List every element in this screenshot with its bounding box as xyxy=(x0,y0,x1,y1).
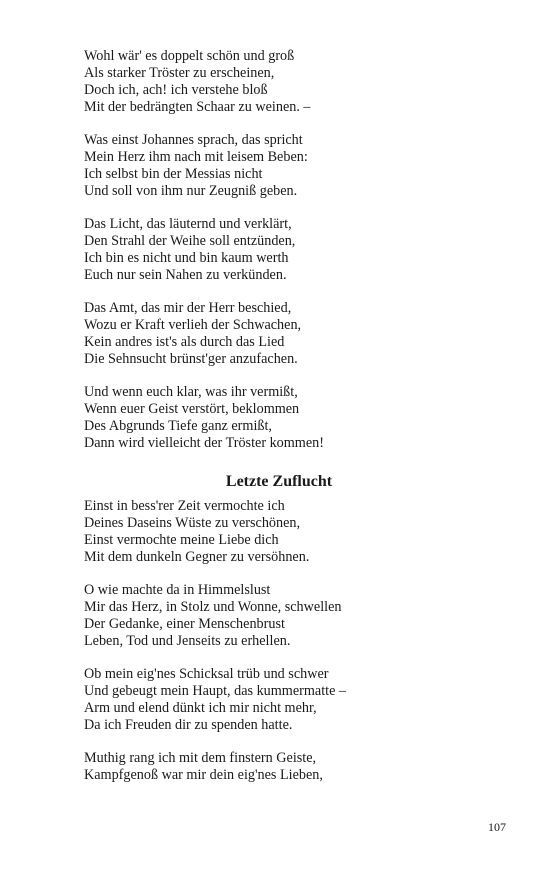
verse-line: Wohl wär' es doppelt schön und groß xyxy=(84,48,295,64)
verse-line: Was einst Johannes sprach, das spricht xyxy=(84,132,303,148)
verse-line: O wie machte da in Himmelslust xyxy=(84,582,271,598)
poem-continued xyxy=(84,48,474,452)
stanza-1 xyxy=(84,498,474,566)
verse-line: Als starker Tröster zu erscheinen, xyxy=(84,65,275,81)
page-number: 107 xyxy=(488,820,506,834)
verse-line: Mit der bedrängten Schaar zu weinen. – xyxy=(84,99,311,115)
poem-letzte-zuflucht xyxy=(84,472,474,784)
verse-line: Und soll von ihm nur Zeugniß geben. xyxy=(84,183,298,199)
verse-line: Der Gedanke, einer Menschenbrust xyxy=(84,616,285,632)
verse-line: Das Licht, das läuternd und verklärt, xyxy=(84,216,292,232)
verse-line: Muthig rang ich mit dem finstern Geiste, xyxy=(84,750,317,766)
verse-line: Den Strahl der Weihe soll entzünden, xyxy=(84,233,296,249)
verse-line: Ich bin es nicht und bin kaum werth xyxy=(84,250,289,266)
verse-line: Dann wird vielleicht der Tröster kommen! xyxy=(84,435,324,451)
stanza-1 xyxy=(84,48,474,116)
stanza-2 xyxy=(84,582,474,650)
verse-line: Des Abgrunds Tiefe ganz ermißt, xyxy=(84,418,272,434)
stanza-3 xyxy=(84,666,474,734)
verse-line: Kein andres ist's als durch das Lied xyxy=(84,334,285,350)
stanza-4 xyxy=(84,750,474,784)
verse-line: Mit dem dunkeln Gegner zu versöhnen. xyxy=(84,549,310,565)
verse-line: Euch nur sein Nahen zu verkünden. xyxy=(84,267,287,283)
verse-line: Doch ich, ach! ich verstehe bloß xyxy=(84,82,268,98)
poem-title: Letzte Zuflucht xyxy=(225,473,333,490)
verse-line: Ob mein eig'nes Schicksal trüb und schwer xyxy=(84,666,329,682)
verse-line: Deines Daseins Wüste zu verschönen, xyxy=(84,515,301,531)
verse-line: Das Amt, das mir der Herr beschied, xyxy=(84,300,292,316)
book-page xyxy=(84,48,474,800)
verse-line: Arm und elend dünkt ich mir nicht mehr, xyxy=(84,700,317,716)
verse-line: Und wenn euch klar, was ihr vermißt, xyxy=(84,384,298,400)
stanza-5 xyxy=(84,384,474,452)
verse-line: Kampfgenoß war mir dein eig'nes Lieben, xyxy=(84,767,323,783)
verse-line: Einst vermochte meine Liebe dich xyxy=(84,532,279,548)
verse-line: Wenn euer Geist verstört, beklommen xyxy=(84,401,300,417)
stanza-2 xyxy=(84,132,474,200)
verse-line: Einst in bess'rer Zeit vermochte ich xyxy=(84,498,285,514)
verse-line: Und gebeugt mein Haupt, das kummermatte – xyxy=(84,683,347,699)
verse-line: Die Sehnsucht brünst'ger anzufachen. xyxy=(84,351,298,367)
verse-line: Wozu er Kraft verlieh der Schwachen, xyxy=(84,317,302,333)
stanza-4 xyxy=(84,300,474,368)
verse-line: Da ich Freuden dir zu spenden hatte. xyxy=(84,717,293,733)
stanza-3 xyxy=(84,216,474,284)
verse-line: Leben, Tod und Jenseits zu erhellen. xyxy=(84,633,291,649)
verse-line: Mein Herz ihm nach mit leisem Beben: xyxy=(84,149,308,165)
verse-line: Ich selbst bin der Messias nicht xyxy=(84,166,263,182)
verse-line: Mir das Herz, in Stolz und Wonne, schwellen xyxy=(84,599,342,615)
